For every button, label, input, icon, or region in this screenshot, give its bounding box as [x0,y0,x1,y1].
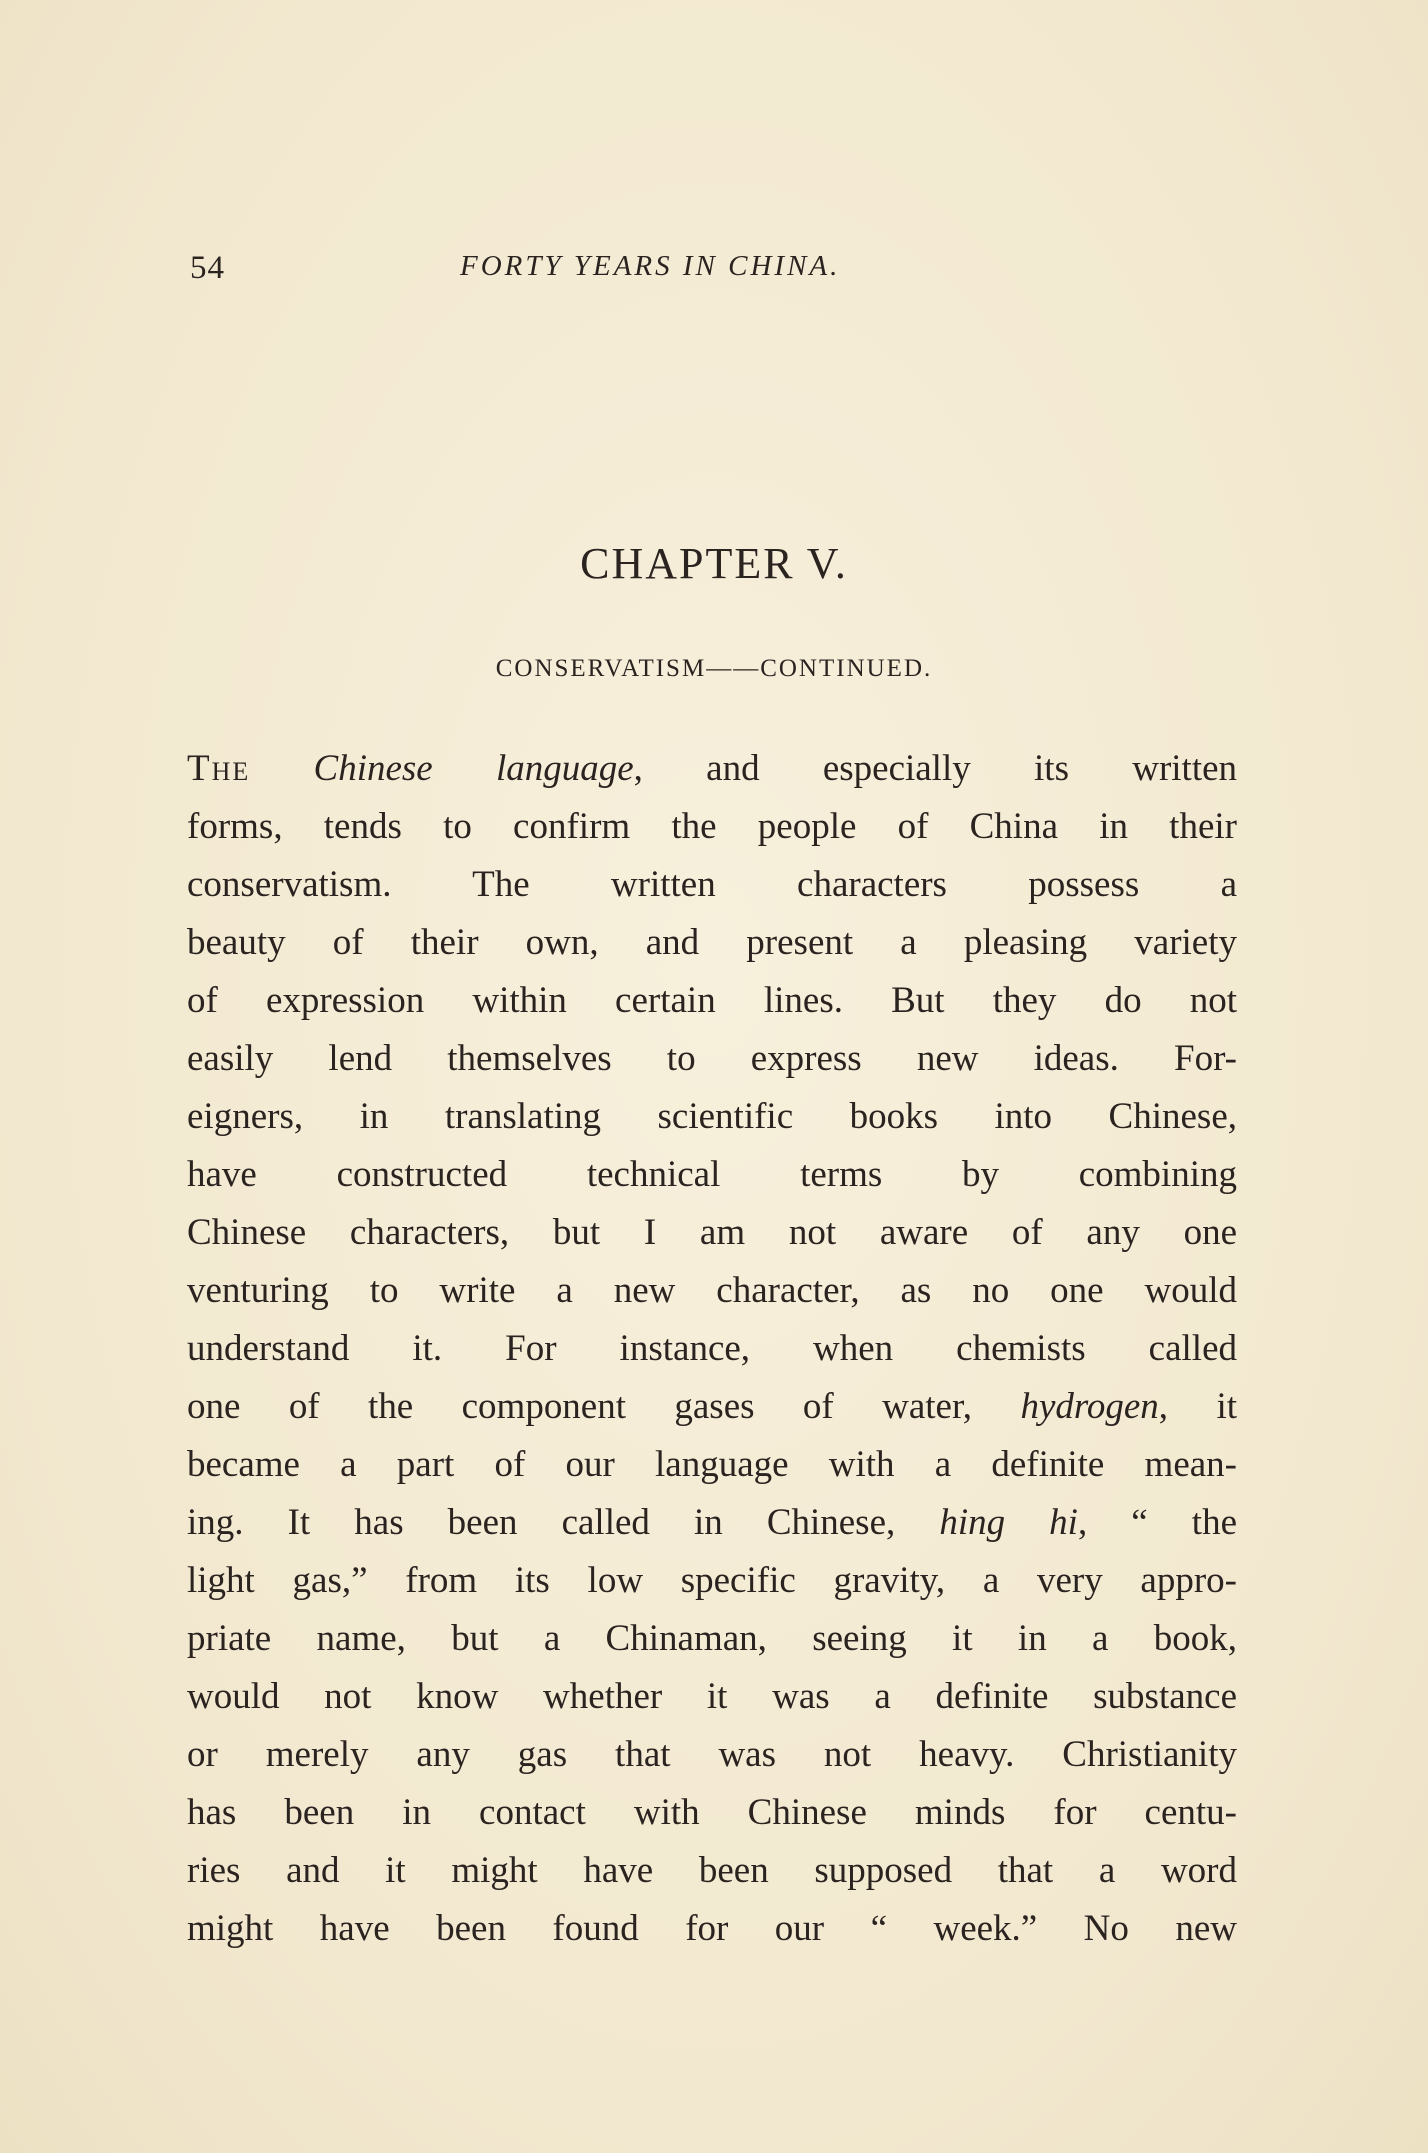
text-line: understand it. For instance, when chemists called [187,1328,1237,1369]
text-line: would not know whether it was a definite substance [187,1676,1237,1717]
running-title: FORTY YEARS IN CHINA. [460,250,841,282]
text-line: Chinese characters, but I am not aware of any one [187,1212,1237,1253]
text-line: has been in contact with Chinese minds for centu- [187,1792,1237,1833]
text-line: venturing to write a new character, as no one would [187,1270,1237,1311]
text-line: eigners, in translating scientific books into Chinese, [187,1096,1237,1137]
text-line: priate name, but a Chinaman, seeing it in a book, [187,1618,1237,1659]
opening-word: The [187,748,251,789]
text-line: forms, tends to confirm the people of China in their [187,806,1237,847]
text-line: ries and it might have been supposed that a word [187,1850,1237,1891]
italic-term: hydrogen [1020,1386,1159,1427]
chapter-title: CHAPTER V. [580,539,848,588]
text-line: easily lend themselves to express new ideas. For- [187,1038,1237,1079]
italic-term: hing hi [939,1502,1078,1543]
text-line: of expression within certain lines. But they do not [187,980,1237,1021]
body-text [187,740,1237,1958]
text-line: might have been found for our “ week.” No new [187,1908,1237,1949]
text-line: one of the component gases of water, hydrogen, it [187,1386,1237,1427]
text-line: ing. It has been called in Chinese, hing hi, “ the [187,1502,1237,1543]
chapter-subtitle: CONSERVATISM——CONTINUED. [495,655,933,682]
text-line: or merely any gas that was not heavy. Christianity [187,1734,1237,1775]
text-line: became a part of our language with a definite mean- [187,1444,1237,1485]
running-head [190,250,1240,300]
page-number: 54 [190,250,225,286]
text-line: conservatism. The written characters possess a [187,864,1237,905]
text-line: beauty of their own, and present a pleasing variety [187,922,1237,963]
italic-term: Chinese language [313,748,634,789]
text-line: light gas,” from its low specific gravity, a very appro- [187,1560,1237,1601]
text-line: have constructed technical terms by combining [187,1154,1237,1195]
text-line: The Chinese language, and especially its written [187,748,1237,789]
